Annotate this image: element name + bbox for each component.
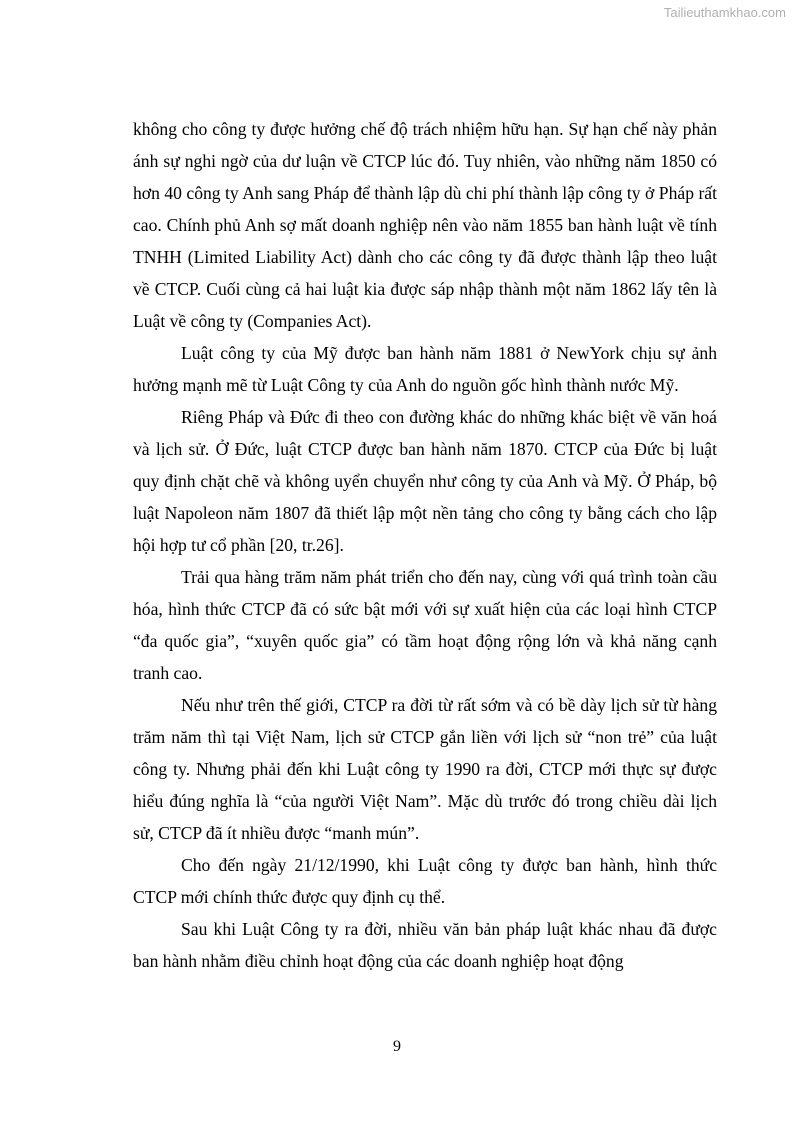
paragraph-france-germany: Riêng Pháp và Đức đi theo con đường khác do những khác biệt về văn hoá và lịch sử. Ở Đức, luật CTCP được ban hành năm 1870. CTCP của Đức bị luật quy định chặt chẽ và không uyển chuyển như công ty của Anh và Mỹ. Ở Pháp, bộ luật Napoleon năm 1807 đã thiết lập một nền tảng cho công ty bằng cách cho lập hội hợp tư cổ phần [20, tr.26]. [133,407,717,555]
paragraph-vietnam-history: Nếu như trên thế giới, CTCP ra đời từ rất sớm và có bề dày lịch sử từ hàng trăm năm thì tại Việt Nam, lịch sử CTCP gắn liền với lịch sử “non trẻ” của luật công ty. Nhưng phải đến khi Luật công ty 1990 ra đời, CTCP mới thực sự được hiểu đúng nghĩa là “của người Việt Nam”. Mặc dù trước đó trong chiều dài lịch sử, CTCP đã ít nhiều được “manh mún”. [133,695,717,843]
paragraph-continued: không cho công ty được hưởng chế độ trách nhiệm hữu hạn. Sự hạn chế này phản ánh sự nghi ngờ của dư luận về CTCP lúc đó. Tuy nhiên, vào những năm 1850 có hơn 40 công ty Anh sang Pháp để thành lập dù chi phí thành lập công ty ở Pháp rất cao. Chính phủ Anh sợ mất doanh nghiệp nên vào năm 1855 ban hành luật về tính TNHH (Limited Liability Act) dành cho các công ty đã được thành lập theo luật về CTCP. Cuối cùng cả hai luật kia được sáp nhập thành một năm 1862 lấy tên là Luật về công ty (Companies Act). [133,119,717,331]
page-number: 9 [393,1038,401,1055]
paragraph-after-law: Sau khi Luật Công ty ra đời, nhiều văn bản pháp luật khác nhau đã được ban hành nhằm điều chỉnh hoạt động của các doanh nghiệp hoạt động [133,919,717,971]
paragraph-us-law: Luật công ty của Mỹ được ban hành năm 1881 ở NewYork chịu sự ảnh hưởng mạnh mẽ từ Luật Công ty của Anh do nguồn gốc hình thành nước Mỹ. [133,343,717,395]
paragraph-1990-law: Cho đến ngày 21/12/1990, khi Luật công ty được ban hành, hình thức CTCP mới chính thức được quy định cụ thể. [133,855,717,907]
paragraph-globalization: Trải qua hàng trăm năm phát triển cho đến nay, cùng với quá trình toàn cầu hóa, hình thức CTCP đã có sức bật mới với sự xuất hiện của các loại hình CTCP “đa quốc gia”, “xuyên quốc gia” có tầm hoạt động rộng lớn và khả năng cạnh tranh cao. [133,567,717,683]
watermark-text: Tailieuthamkhao.com [663,5,786,20]
document-body [133,113,717,977]
